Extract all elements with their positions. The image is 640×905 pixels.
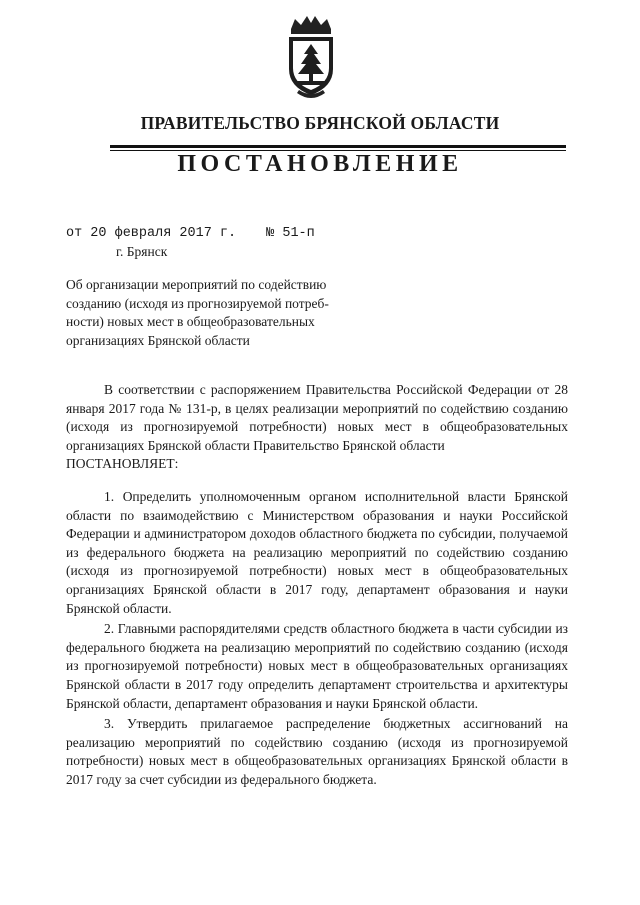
organization-title: ПРАВИТЕЛЬСТВО БРЯНСКОЙ ОБЛАСТИ: [140, 113, 500, 133]
decree-item-1: 1. Определить уполномоченным органом исполнительной власти Брянской области по взаимодействию с Министерством образования и науки Российской Федерации и администратором доходов областного бюджета по субсидии, получаемой из федерального бюджета на реализацию мероприятий по содействию созданию (исходя из прогнозируемой потребности) новых мест в общеобразовательных организациях Брянской области в 2017 году, департамент образования и науки Брянской области.: [66, 488, 568, 616]
header-rule-thick: [110, 145, 566, 148]
preamble-paragraph: В соответствии с распоряжением Правительства Российской Федерации от 28 января 2017 года № 131-р, в целях реализации мероприятий по содействию созданию (исходя из прогнозируемой потребности) новых мест в общеобразовательных организациях Брянской области Правительство Брянской области: [66, 382, 568, 453]
document-type-title: ПОСТАНОВЛЕНИЕ: [177, 151, 463, 177]
subject-line: организациях Брянской области: [66, 332, 250, 348]
decree-item-3: 3. Утвердить прилагаемое распределение бюджетных ассигнований на реализацию мероприятий по содействию созданию (исходя из прогнозируемой потребности) новых мест в общеобразовательных организациях Брянской области в 2017 году за счет субсидии из федерального бюджета.: [66, 716, 568, 787]
resolves-heading: ПОСТАНОВЛЯЕТ:: [66, 456, 179, 472]
document-date: от 20 февраля 2017 г.: [66, 226, 237, 241]
decree-item-2: 2. Главными распорядителями средств областного бюджета в части субсидии из федерального бюджета на реализацию мероприятий по содействию созданию (исходя из прогнозируемой потребности) новых мест в общеобразовательных организациях Брянской области в 2017 году определить департамент строительства и архитектуры Брянской области, департамент образования и науки Брянской области.: [66, 621, 568, 711]
document-number: № 51-п: [266, 226, 315, 241]
document-subject: [66, 276, 376, 350]
date-number-line: [66, 226, 315, 241]
document-city: г. Брянск: [116, 244, 168, 259]
subject-line: созданию (исходя из прогнозируемой потреб-: [66, 295, 329, 311]
document-body: [66, 381, 568, 789]
subject-line: Об организации мероприятий по содействию: [66, 277, 327, 292]
subject-line: ности) новых мест в общеобразовательных: [66, 314, 315, 329]
coat-of-arms-icon: [277, 13, 345, 103]
